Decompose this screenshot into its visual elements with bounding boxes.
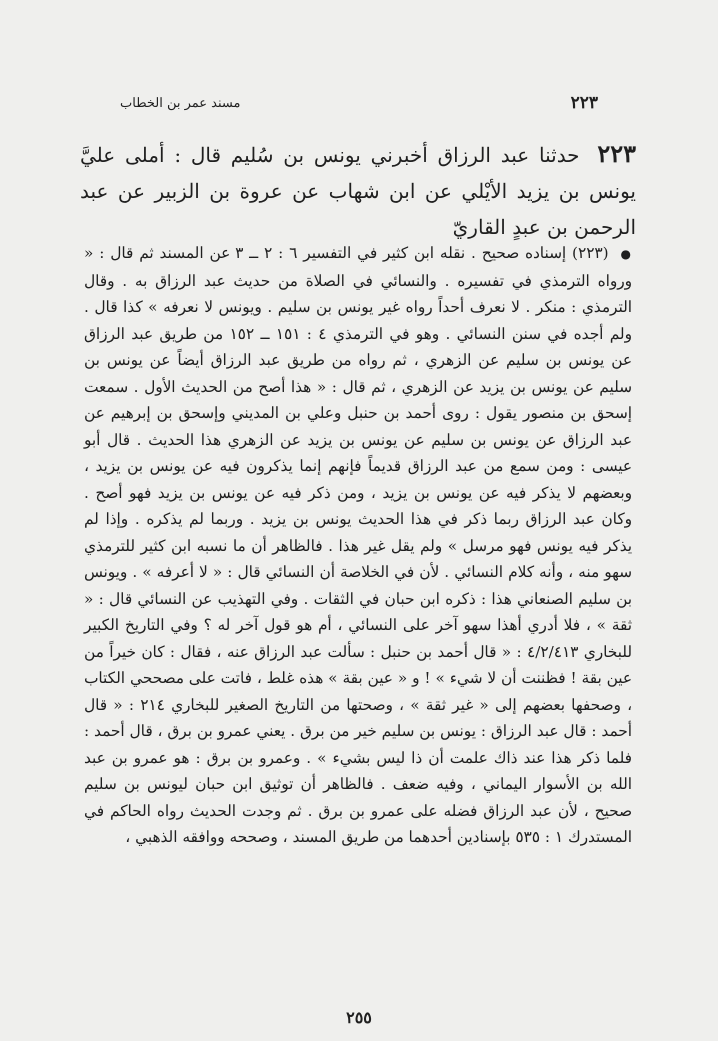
commentary-text: (٢٢٣) إسناده صحيح . نقله ابن كثير في التفسير ٦ : ٢ ــ ٣ عن المسند ثم قال : « ورواه الترمذي في تفسيره . والنسائي في الصلاة من حديث عبد الرزاق به . وقال الترمذي : منكر . لا نعرف أحداً رواه غير يونس بن سليم . ويونس لا نعرفه » كذا قال . ولم أجده في سنن النسائي . وهو في الترمذي ٤ : ١٥١ ــ ١٥٢ من طريق عبد الرزاق عن يونس بن سليم عن الزهري ، ثم رواه من طريق عبد الرزاق أيضاً عن يونس بن سليم عن يونس بن يزيد عن الزهري ، ثم قال : « هذا أصح من الحديث الأول . سمعت إسحق بن منصور يقول : روى أحمد بن حنبل وعلي بن المديني وإسحق بن إبرهيم عن عبد الرزاق عن يونس بن سليم عن يونس بن يزيد عن الزهري هذا الحديث . قال أبو عيسى : ومن سمع من عبد الرزاق قديماً فإنهم إنما يذكرون فيه عن يونس بن يزيد ، وبعضهم لا يذكر فيه عن يونس بن يزيد ، ومن ذكر فيه عن يونس بن يزيد فهو أصح . وكان عبد الرزاق ربما ذكر في هذا الحديث يونس بن يزيد . وربما لم يذكره . وإذا لم يذكر فيه يونس فهو مرسل » ولم يقل غير هذا . فالظاهر أن ما نسبه ابن كثير للترمذي سهو منه ، وأنه كلام النسائي . لأن في الخلاصة أن النسائي قال : « لا أعرفه » . ويونس بن سليم الصنعاني هذا : ذكره ابن حبان في الثقات . وفي التهذيب عن النسائي قال : « ثقة » ، فلا أدري أهذا سهو آخر على النسائي ، أم هو قول آخر له ؟ وفي التاريخ الكبير للبخاري ٤/٢/٤١٣ : « قال أحمد بن حنبل : سألت عبد الرزاق عنه ، فقال : كان خيراً من عين بقة ! فظننت أن لا شيء » ! و « عين بقة » هذه غلط ، فاتت على مصححي الكتاب ، وصحفها بعضهم إلى « غير ثقة » ، وصحتها من التاريخ الصغير للبخاري ٢١٤ : « قال أحمد : قال عبد الرزاق : يونس بن سليم خير من برق . يعني عمرو بن برق ، قال أحمد : فلما ذكر هذا عند ذاك علمت أن ذا ليس بشيء » . وعمرو بن برق : هو عمرو بن عبد الله بن الأسوار اليماني ، وفيه ضعف . فالظاهر أن توثيق ابن حبان ليونس بن سليم صحيح ، لأن عبد الرزاق فضله على عمرو بن برق . ثم وجدت الحديث رواه الحاكم في المستدرك ١ : ٥٣٥ بإسنادين أحدهما من طريق المسند ، وصححه ووافقه الذهبي ، <box>84 244 633 846</box>
hadith-text: حدثنا عبد الرزاق أخبرني يونس بن سُليم قال : أملى عليَّ يونس بن يزيد الأيْلي عن ابن شهاب عن عروة بن الزبير عن عبد الرحمن بن عبدٍ القاريّ <box>80 143 636 239</box>
top-page-number: ٢٢٣ <box>570 93 598 113</box>
running-header <box>120 92 598 114</box>
bullet-icon: ● <box>620 247 632 261</box>
hadith-number: ٢٢٣ <box>597 139 637 168</box>
commentary-paragraph <box>84 240 632 851</box>
hadith-text-block <box>80 136 636 245</box>
page-number: ٢٥٥ <box>346 1008 372 1027</box>
commentary-block <box>84 240 632 851</box>
running-title: مسند عمر بن الخطاب <box>120 95 241 111</box>
